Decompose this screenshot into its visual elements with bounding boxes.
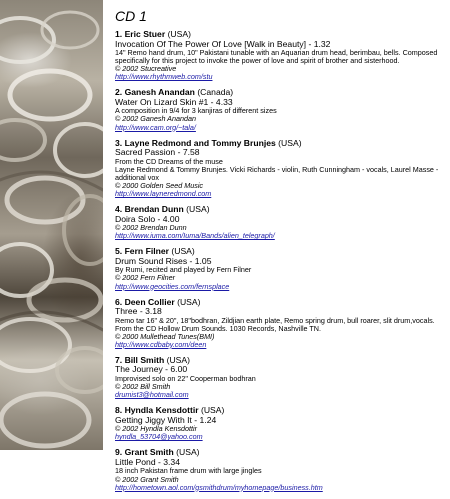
track-copyright: © 2000 Mullethead Tunes(BMI) — [115, 331, 215, 341]
track-copyright: © 2002 Stucreative — [115, 64, 177, 74]
track-description: A composition in 9/4 for 3 kanjiras of different sizes — [115, 106, 277, 116]
track-copyright: © 2002 Bill Smith — [115, 382, 171, 392]
track-artist: Grant Smith — [124, 447, 174, 458]
track-entry — [115, 406, 445, 441]
track-country: (USA) — [278, 137, 302, 148]
jingle-rings-graphic — [0, 0, 103, 450]
track-link[interactable]: http://www.cam.org/~tala/ — [115, 122, 196, 132]
track-country: (USA) — [171, 246, 195, 257]
track-description: 14" Remo hand drum, 10" Pakistani tunable with an Aquarian drum head, berimbau, bells. Composed specifically for this project to invoke the power of love and spirit of brother and sisterhood. — [115, 48, 438, 66]
track-entry — [115, 205, 445, 240]
track-artist: Layne Redmond and Tommy Brunjes — [124, 137, 276, 148]
track-link[interactable]: hyndla_53704@yahoo.com — [115, 432, 203, 442]
track-title: Doira Solo - 4.00 — [115, 213, 180, 224]
track-copyright: © 2002 Brendan Dunn — [115, 223, 187, 233]
track-link[interactable]: http://hometown.aol.com/gsmithdrum/myhomepage/business.htm — [115, 482, 323, 492]
track-country: (USA) — [167, 29, 191, 39]
track-title: Sacred Passion - 7.58 — [115, 147, 200, 158]
track-link[interactable]: http://www.iuma.com/Iuma/Bands/alien_telegraph/ — [115, 231, 275, 241]
track-copyright: © 2002 Fern Filner — [115, 273, 176, 283]
track-number: 2. — [115, 87, 123, 98]
track-number: 4. — [115, 204, 123, 215]
track-title: Getting Jiggy With It - 1.24 — [115, 414, 217, 425]
track-description: By Rumi, recited and played by Fern Filner — [115, 265, 252, 275]
track-entry — [115, 30, 445, 81]
track-title: Drum Sound Rises - 1.05 — [115, 255, 212, 266]
tracks-list — [115, 30, 445, 492]
track-number: 1. — [115, 29, 123, 39]
track-entry — [115, 356, 445, 399]
track-number: 7. — [115, 354, 123, 365]
track-copyright: © 2000 Golden Seed Music — [115, 180, 204, 190]
track-description: 18 inch Pakistan frame drum with large jingles — [115, 466, 262, 476]
track-description: Improvised solo on 22" Cooperman bodhran — [115, 373, 256, 383]
track-link[interactable]: http://www.cdbaby.com/deen — [115, 339, 207, 349]
track-artist: Fern Filner — [124, 246, 169, 257]
cover-photo-tambourine-jingles — [0, 0, 103, 450]
track-entry — [115, 298, 445, 349]
track-entry — [115, 247, 445, 290]
track-link[interactable]: drumist3@hotmail.com — [115, 390, 189, 400]
track-entry — [115, 448, 445, 491]
track-entry — [115, 88, 445, 131]
track-number: 8. — [115, 405, 123, 416]
track-number: 6. — [115, 296, 123, 307]
track-title: The Journey - 6.00 — [115, 364, 188, 375]
track-country: (USA) — [177, 296, 201, 307]
track-artist: Ganesh Anandan — [124, 87, 195, 98]
track-country: (USA) — [166, 354, 190, 365]
track-title: Three - 3.18 — [115, 306, 162, 317]
track-link[interactable]: http://www.geocities.com/fernsplace — [115, 281, 230, 291]
track-description: Remo tar 16" & 20", 18"bodhran, Zildjian earth plate, Remo spring drum, bull roarer, slit drum,vocals. From the CD Hollow Drum Sounds. 1030 Records, Nashville TN. — [115, 315, 435, 333]
track-number: 3. — [115, 137, 123, 148]
track-listing — [115, 8, 445, 499]
track-artist: Hyndla Kensdottir — [124, 405, 199, 416]
track-title: Little Pond - 3.34 — [115, 456, 180, 467]
track-entry — [115, 139, 445, 198]
track-artist: Bill Smith — [124, 354, 165, 365]
track-artist: Deen Collier — [124, 296, 175, 307]
track-title: Water On Lizard Skin #1 - 4.33 — [115, 96, 233, 107]
track-description: From the CD Dreams of the muse Layne Redmond & Tommy Brunjes. Vicki Richards - violin, Ruth Cunningham - vocals, Laurel Masse - additional vox — [115, 156, 439, 182]
track-copyright: © 2002 Hyndla Kensdottir — [115, 424, 198, 434]
track-number: 9. — [115, 447, 123, 458]
track-country: (USA) — [186, 204, 210, 215]
cd-title: CD 1 — [115, 8, 147, 24]
track-link[interactable]: http://www.layneredmond.com — [115, 189, 212, 199]
track-artist: Eric Stuer — [124, 29, 166, 39]
track-heading — [115, 298, 445, 308]
track-country: (USA) — [176, 447, 200, 458]
track-country: (USA) — [200, 405, 225, 416]
track-artist: Brendan Dunn — [124, 204, 184, 215]
track-copyright: © 2002 Ganesh Anandan — [115, 114, 196, 124]
track-number: 5. — [115, 246, 123, 257]
track-link[interactable]: http://www.rhythmweb.com/stu — [115, 72, 213, 82]
track-country: (Canada) — [197, 87, 234, 98]
track-copyright: © 2002 Grant Smith — [115, 474, 179, 484]
track-title: Invocation Of The Power Of Love [Walk in Beauty] - 1.32 — [115, 38, 331, 49]
